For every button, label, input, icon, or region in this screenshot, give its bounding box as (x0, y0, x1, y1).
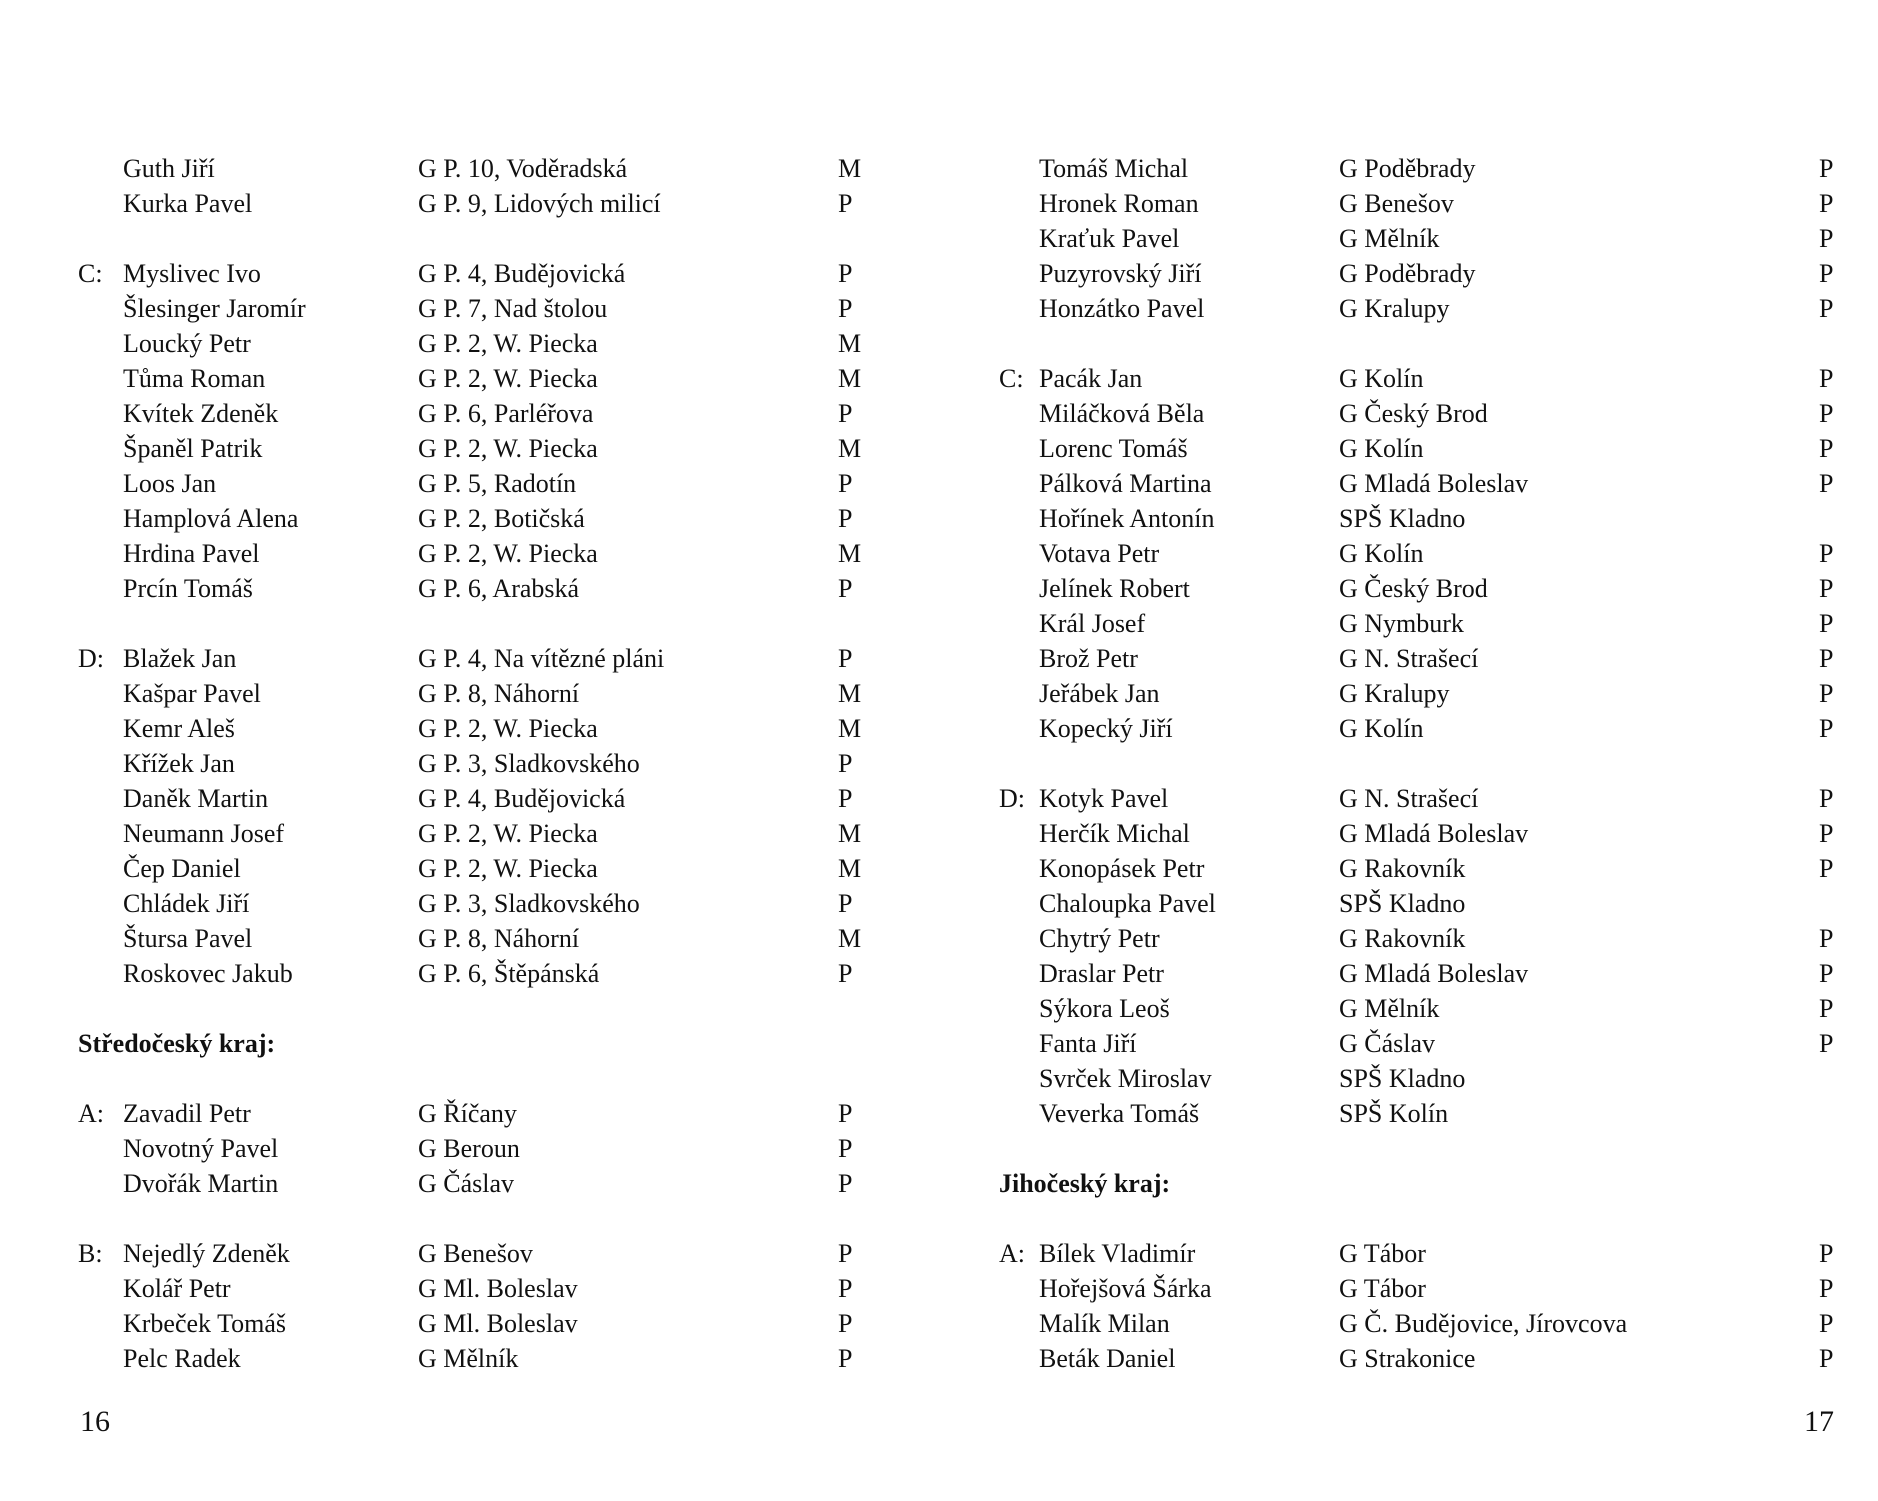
category-mark: P (838, 1134, 853, 1163)
student-name: Roskovec Jakub (123, 959, 293, 988)
school-name: SPŠ Kladno (1339, 1064, 1466, 1093)
school-name: G Kralupy (1339, 294, 1450, 323)
list-item (999, 851, 1834, 886)
left-page-list (78, 151, 898, 1376)
school-name: G P. 8, Náhorní (418, 924, 580, 953)
student-name: Guth Jiří (123, 154, 215, 183)
category-mark: P (838, 1169, 853, 1198)
category-mark: P (1819, 924, 1834, 953)
list-item (999, 676, 1834, 711)
region-heading-row (999, 1166, 1819, 1201)
list-item (78, 816, 898, 851)
category-mark: P (1819, 609, 1834, 638)
student-name: Beták Daniel (1039, 1344, 1176, 1373)
school-name: G Poděbrady (1339, 154, 1476, 183)
category-mark: P (1819, 1274, 1834, 1303)
category-mark: M (838, 364, 862, 393)
school-name: G N. Strašecí (1339, 784, 1479, 813)
spacer (999, 326, 1819, 361)
student-name: Pelc Radek (123, 1344, 241, 1373)
school-name: G Mělník (418, 1344, 519, 1373)
category-mark: P (1819, 539, 1834, 568)
student-name: Pálková Martina (1039, 469, 1212, 498)
student-name: Lorenc Tomáš (1039, 434, 1188, 463)
student-name: Votava Petr (1039, 539, 1160, 568)
category-mark: P (1819, 819, 1834, 848)
list-item (78, 361, 898, 396)
student-name: Chytrý Petr (1039, 924, 1160, 953)
list-item (78, 1096, 898, 1131)
school-name: G Kolín (1339, 714, 1424, 743)
list-item (999, 921, 1834, 956)
list-item (999, 1341, 1834, 1376)
list-item (999, 956, 1834, 991)
list-item (999, 186, 1834, 221)
student-name: Loucký Petr (123, 329, 251, 358)
category-mark: P (1819, 1344, 1834, 1373)
student-name: Tomáš Michal (1039, 154, 1189, 183)
category-mark: P (838, 504, 853, 533)
list-item (999, 501, 1819, 536)
school-name: G Nymburk (1339, 609, 1464, 638)
school-name: G P. 2, Botičská (418, 504, 585, 533)
school-name: G Český Brod (1339, 399, 1488, 428)
category-mark: P (838, 189, 853, 218)
category-mark: M (838, 329, 862, 358)
student-name: Brož Petr (1039, 644, 1138, 673)
school-name: G P. 2, W. Piecka (418, 434, 598, 463)
list-item (999, 816, 1834, 851)
category-label: B: (78, 1239, 103, 1268)
category-label: A: (78, 1099, 104, 1128)
list-item (78, 851, 898, 886)
category-mark: M (838, 819, 862, 848)
student-name: Král Josef (1039, 609, 1146, 638)
category-mark: M (838, 714, 862, 743)
list-item (78, 1166, 898, 1201)
list-item (999, 991, 1834, 1026)
school-name: G Strakonice (1339, 1344, 1476, 1373)
student-name: Blažek Jan (123, 644, 237, 673)
category-label: C: (78, 259, 103, 288)
student-name: Štursa Pavel (123, 924, 253, 953)
list-item (78, 641, 898, 676)
school-name: G Poděbrady (1339, 259, 1476, 288)
category-mark: P (838, 469, 853, 498)
category-mark: P (1819, 574, 1834, 603)
category-mark: P (838, 1099, 853, 1128)
student-name: Jeřábek Jan (1039, 679, 1160, 708)
student-name: Miláčková Běla (1039, 399, 1205, 428)
school-name: G Kolín (1339, 539, 1424, 568)
school-name: SPŠ Kladno (1339, 504, 1466, 533)
student-name: Kašpar Pavel (123, 679, 261, 708)
student-name: Honzátko Pavel (1039, 294, 1205, 323)
category-label: D: (999, 784, 1025, 813)
list-item (999, 396, 1834, 431)
student-name: Čep Daniel (123, 854, 241, 883)
region-heading: Středočeský kraj: (78, 1029, 276, 1058)
list-item (78, 291, 898, 326)
student-name: Myslivec Ivo (123, 259, 261, 288)
list-item (999, 431, 1834, 466)
school-name: G Rakovník (1339, 924, 1466, 953)
list-item (999, 466, 1834, 501)
school-name: G P. 5, Radotín (418, 469, 577, 498)
right-page (939, 0, 1878, 1501)
school-name: G P. 2, W. Piecka (418, 819, 598, 848)
list-item (999, 536, 1834, 571)
school-name: G Tábor (1339, 1239, 1426, 1268)
school-name: G Mladá Boleslav (1339, 959, 1529, 988)
list-item (999, 606, 1834, 641)
school-name: G Říčany (418, 1099, 517, 1128)
school-name: G P. 2, W. Piecka (418, 539, 598, 568)
category-mark: P (838, 889, 853, 918)
school-name: G Tábor (1339, 1274, 1426, 1303)
student-name: Neumann Josef (123, 819, 285, 848)
school-name: G Benešov (418, 1239, 533, 1268)
list-item (78, 956, 898, 991)
category-mark: P (838, 784, 853, 813)
list-item (999, 1306, 1834, 1341)
list-item (78, 396, 898, 431)
school-name: G P. 2, W. Piecka (418, 364, 598, 393)
spacer (78, 221, 898, 256)
list-item (78, 186, 898, 221)
category-mark: P (838, 1274, 853, 1303)
list-item (78, 431, 898, 466)
region-heading: Jihočeský kraj: (999, 1169, 1171, 1198)
student-name: Nejedlý Zdeněk (123, 1239, 290, 1268)
student-name: Hořínek Antonín (1039, 504, 1215, 533)
student-name: Veverka Tomáš (1039, 1099, 1200, 1128)
school-name: G Kolín (1339, 434, 1424, 463)
student-name: Hamplová Alena (123, 504, 299, 533)
school-name: G P. 4, Na vítězné pláni (418, 644, 665, 673)
student-name: Krbeček Tomáš (123, 1309, 287, 1338)
list-item (78, 151, 898, 186)
category-mark: P (1819, 1309, 1834, 1338)
region-heading-row (78, 1026, 898, 1061)
page-number-right: 17 (1804, 1405, 1834, 1438)
student-name: Kolář Petr (123, 1274, 231, 1303)
school-name: G P. 4, Budějovická (418, 784, 626, 813)
student-name: Svrček Miroslav (1039, 1064, 1212, 1093)
student-name: Křížek Jan (123, 749, 235, 778)
school-name: G P. 10, Voděradská (418, 154, 628, 183)
school-name: G P. 6, Štěpánská (418, 959, 600, 988)
student-name: Chaloupka Pavel (1039, 889, 1216, 918)
category-label: A: (999, 1239, 1025, 1268)
school-name: SPŠ Kladno (1339, 889, 1466, 918)
category-mark: M (838, 679, 862, 708)
category-label: D: (78, 644, 104, 673)
school-name: G Kralupy (1339, 679, 1450, 708)
list-item (999, 1096, 1819, 1131)
student-name: Dvořák Martin (123, 1169, 279, 1198)
category-mark: P (838, 959, 853, 988)
school-name: G Mělník (1339, 224, 1440, 253)
school-name: G P. 8, Náhorní (418, 679, 580, 708)
student-name: Sýkora Leoš (1039, 994, 1170, 1023)
list-item (999, 571, 1834, 606)
student-name: Kvítek Zdeněk (123, 399, 279, 428)
student-name: Puzyrovský Jiří (1039, 259, 1202, 288)
list-item (78, 746, 898, 781)
list-item (78, 256, 898, 291)
list-item (999, 221, 1834, 256)
student-name: Prcín Tomáš (123, 574, 253, 603)
category-mark: P (1819, 679, 1834, 708)
list-item (78, 1306, 898, 1341)
student-name: Kurka Pavel (123, 189, 253, 218)
school-name: G P. 7, Nad štolou (418, 294, 608, 323)
category-mark: P (1819, 154, 1834, 183)
school-name: G P. 6, Parléřova (418, 399, 594, 428)
category-mark: P (1819, 1029, 1834, 1058)
list-item (999, 711, 1834, 746)
school-name: G Mělník (1339, 994, 1440, 1023)
category-mark: P (1819, 854, 1834, 883)
spacer (78, 1061, 898, 1096)
list-item (999, 1271, 1834, 1306)
school-name: G P. 6, Arabská (418, 574, 580, 603)
spacer (999, 746, 1819, 781)
category-mark: P (1819, 994, 1834, 1023)
school-name: G Čáslav (418, 1169, 515, 1198)
student-name: Kotyk Pavel (1039, 784, 1169, 813)
student-name: Španěl Patrik (123, 434, 263, 463)
list-item (78, 711, 898, 746)
category-mark: P (838, 399, 853, 428)
category-mark: P (838, 574, 853, 603)
list-item (78, 1131, 898, 1166)
list-item (78, 501, 898, 536)
student-name: Tůma Roman (123, 364, 266, 393)
category-mark: P (1819, 259, 1834, 288)
school-name: G Český Brod (1339, 574, 1488, 603)
list-item (999, 1026, 1834, 1061)
list-item (999, 886, 1819, 921)
list-item (999, 151, 1834, 186)
school-name: G P. 2, W. Piecka (418, 329, 598, 358)
student-name: Zavadil Petr (123, 1099, 251, 1128)
student-name: Draslar Petr (1039, 959, 1164, 988)
list-item (78, 921, 898, 956)
student-name: Malík Milan (1039, 1309, 1170, 1338)
spacer (999, 1131, 1819, 1166)
category-mark: P (1819, 294, 1834, 323)
school-name: SPŠ Kolín (1339, 1099, 1449, 1128)
list-item (999, 641, 1834, 676)
school-name: G Č. Budějovice, Jírovcova (1339, 1309, 1628, 1338)
category-mark: P (838, 1309, 853, 1338)
category-mark: P (1819, 224, 1834, 253)
student-name: Kopecký Jiří (1039, 714, 1173, 743)
spacer (78, 991, 898, 1026)
student-name: Jelínek Robert (1039, 574, 1190, 603)
student-name: Šlesinger Jaromír (123, 294, 306, 323)
category-mark: P (1819, 399, 1834, 428)
category-mark: M (838, 539, 862, 568)
list-item (78, 326, 898, 361)
student-name: Herčík Michal (1039, 819, 1190, 848)
category-mark: M (838, 434, 862, 463)
school-name: G P. 2, W. Piecka (418, 714, 598, 743)
school-name: G P. 3, Sladkovského (418, 889, 640, 918)
category-mark: P (1819, 644, 1834, 673)
student-name: Hrdina Pavel (123, 539, 260, 568)
category-mark: P (1819, 364, 1834, 393)
student-name: Bílek Vladimír (1039, 1239, 1196, 1268)
list-item (78, 466, 898, 501)
list-item (999, 291, 1834, 326)
student-name: Konopásek Petr (1039, 854, 1205, 883)
school-name: G Ml. Boleslav (418, 1309, 578, 1338)
school-name: G Rakovník (1339, 854, 1466, 883)
student-name: Pacák Jan (1039, 364, 1143, 393)
category-mark: M (838, 154, 862, 183)
category-mark: P (838, 1239, 853, 1268)
student-name: Loos Jan (123, 469, 217, 498)
list-item (78, 571, 898, 606)
list-item (78, 886, 898, 921)
list-item (78, 1341, 898, 1376)
category-mark: P (838, 644, 853, 673)
school-name: G Kolín (1339, 364, 1424, 393)
category-mark: P (1819, 959, 1834, 988)
school-name: G P. 2, W. Piecka (418, 854, 598, 883)
spacer (78, 1201, 898, 1236)
category-mark: P (1819, 434, 1834, 463)
list-item (999, 1061, 1819, 1096)
list-item (999, 781, 1834, 816)
school-name: G Benešov (1339, 189, 1454, 218)
category-mark: P (1819, 1239, 1834, 1268)
student-name: Fanta Jiří (1039, 1029, 1137, 1058)
list-item (999, 1236, 1834, 1271)
category-mark: P (838, 1344, 853, 1373)
school-name: G Čáslav (1339, 1029, 1436, 1058)
spacer (999, 1201, 1819, 1236)
list-item (999, 361, 1834, 396)
category-mark: P (838, 749, 853, 778)
school-name: G Mladá Boleslav (1339, 819, 1529, 848)
student-name: Kemr Aleš (123, 714, 235, 743)
right-page-list (999, 151, 1834, 1376)
list-item (78, 781, 898, 816)
student-name: Hronek Roman (1039, 189, 1199, 218)
spacer (78, 606, 898, 641)
category-mark: M (838, 854, 862, 883)
student-name: Novotný Pavel (123, 1134, 279, 1163)
category-mark: M (838, 924, 862, 953)
school-name: G P. 3, Sladkovského (418, 749, 640, 778)
page-number-left: 16 (80, 1405, 110, 1438)
category-mark: P (1819, 189, 1834, 218)
list-item (78, 1236, 898, 1271)
list-item (999, 256, 1834, 291)
student-name: Daněk Martin (123, 784, 269, 813)
list-item (78, 536, 898, 571)
school-name: G P. 4, Budějovická (418, 259, 626, 288)
school-name: G P. 9, Lidových milicí (418, 189, 661, 218)
school-name: G N. Strašecí (1339, 644, 1479, 673)
student-name: Hořejšová Šárka (1039, 1274, 1212, 1303)
list-item (78, 676, 898, 711)
category-label: C: (999, 364, 1024, 393)
school-name: G Mladá Boleslav (1339, 469, 1529, 498)
school-name: G Ml. Boleslav (418, 1274, 578, 1303)
category-mark: P (1819, 469, 1834, 498)
category-mark: P (1819, 714, 1834, 743)
list-item (78, 1271, 898, 1306)
category-mark: P (838, 259, 853, 288)
school-name: G Beroun (418, 1134, 520, 1163)
student-name: Chládek Jiří (123, 889, 250, 918)
category-mark: P (838, 294, 853, 323)
category-mark: P (1819, 784, 1834, 813)
student-name: Kraťuk Pavel (1039, 224, 1180, 253)
